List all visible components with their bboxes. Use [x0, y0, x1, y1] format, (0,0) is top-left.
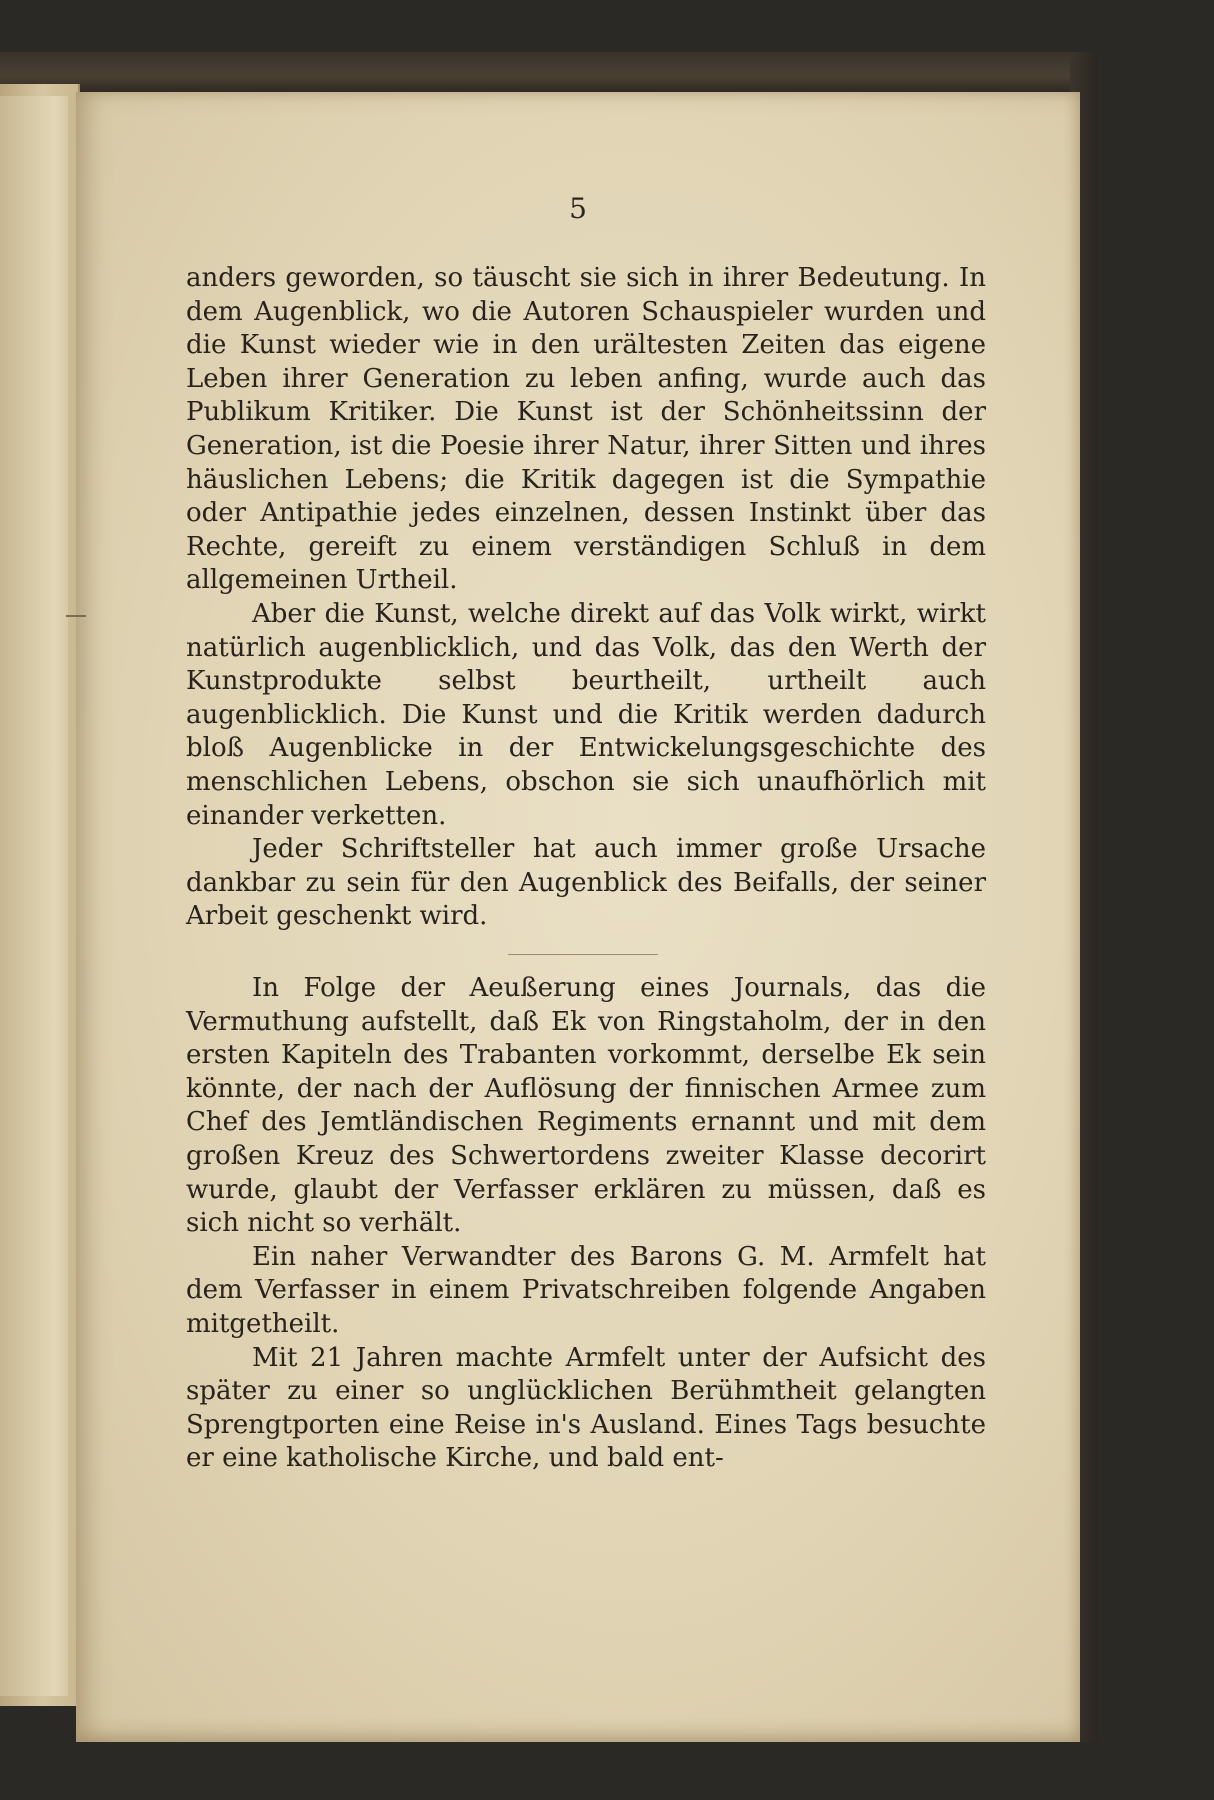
page-number: 5	[569, 192, 587, 225]
margin-mark	[66, 615, 86, 617]
text-section-1	[186, 262, 986, 934]
book-cover-top-edge	[0, 52, 1090, 92]
paragraph: anders geworden, so täuscht sie sich in ihrer Bedeutung. In dem Augenblick, wo die Autoren Schauspieler wurden und die Kunst wieder wie in den urältesten Zeiten das eigene Leben ihrer Generation zu leben anfing, wurde auch das Publikum Kritiker. Die Kunst ist der Schönheitssinn der Generation, ist die Poesie ihrer Natur, ihrer Sitten und ihres häuslichen Lebens; die Kritik dagegen ist die Sympathie oder Antipathie jedes einzelnen, dessen Instinkt über das Rechte, gereift zu einem verständigen Schluß in dem allgemeinen Urtheil.	[186, 263, 986, 596]
paragraph: Jeder Schriftsteller hat auch immer große Ursache dankbar zu sein für den Augenblick des Beifalls, der seiner Arbeit geschenkt wird.	[186, 834, 986, 932]
text-section-2	[186, 972, 986, 1476]
paragraph: In Folge der Aeußerung eines Journals, das die Vermuthung aufstellt, daß Ek von Ringstaholm, der in den ersten Kapiteln des Trabanten vorkommt, derselbe Ek sein könnte, der nach der Auflösung der finnischen Armee zum Chef des Jemtländischen Regiments ernannt und mit dem großen Kreuz des Schwertordens zweiter Klasse decorirt wurde, glaubt der Verfasser erklären zu müssen, daß es sich nicht so verhält.	[186, 973, 986, 1239]
section-divider	[508, 954, 658, 955]
facing-page-inner	[0, 96, 68, 1696]
book-page	[76, 92, 1080, 1742]
paragraph: Mit 21 Jahren machte Armfelt unter der Aufsicht des später zu einer so unglücklichen Berühmtheit gelangten Sprengtporten eine Reise in's Ausland. Eines Tags besuchte er eine katholische Kirche, und bald ent-	[186, 1342, 986, 1474]
paragraph: Ein naher Verwandter des Barons G. M. Armfelt hat dem Verfasser in einem Privatschreiben folgende Angaben mitgetheilt.	[186, 1241, 986, 1339]
paragraph: Aber die Kunst, welche direkt auf das Volk wirkt, wirkt natürlich augenblicklich, und das Volk, das den Werth der Kunstprodukte selbst beurtheilt, urtheilt auch augenblicklich. Die Kunst und die Kritik werden dadurch bloß Augenblicke in der Entwickelungsgeschichte des menschlichen Lebens, obschon sie sich unaufhörlich mit einander verketten.	[186, 598, 986, 831]
